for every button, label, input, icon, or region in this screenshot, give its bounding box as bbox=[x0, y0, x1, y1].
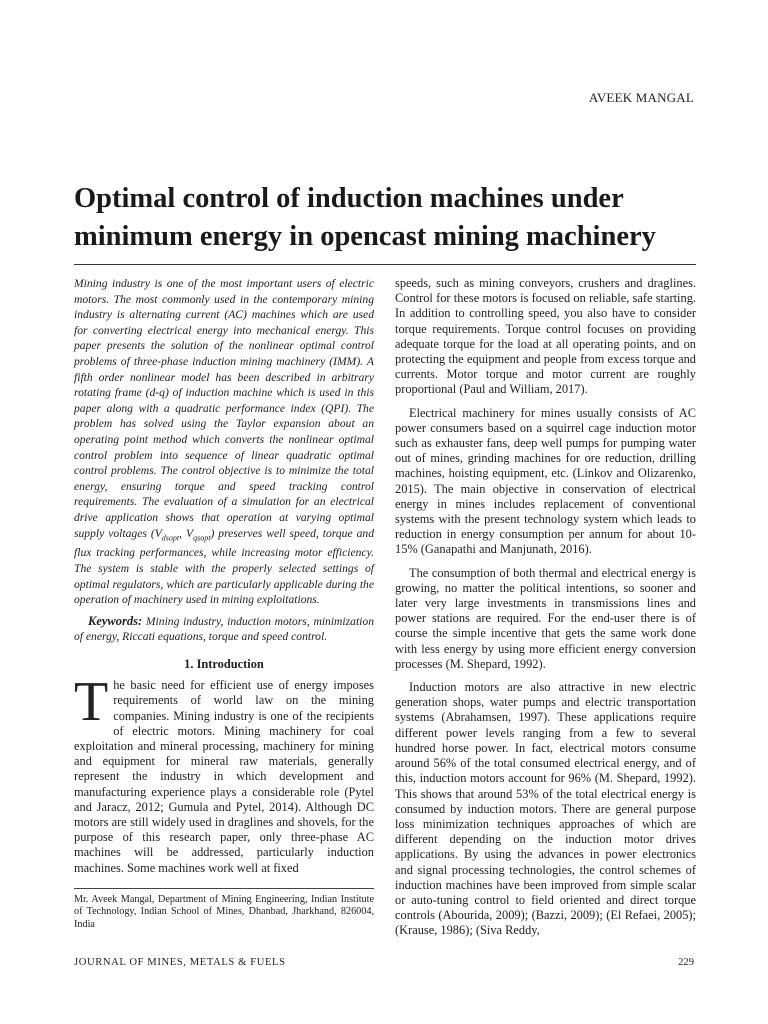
body-paragraph-3: The consumption of both thermal and electrical energy is growing, no matter the political intentions, so sooner and later very large investments in transmissions lines and power stations are required. For the end-user there is of course the simple incentive that gets the same work done with less energy by using more efficient energy conversion processes (M. Shepard, 1992). bbox=[395, 565, 696, 671]
introduction-paragraph bbox=[74, 671, 374, 876]
paper-title: Optimal control of induction machines under minimum energy in opencast mining machinery bbox=[74, 183, 656, 252]
page-number: 229 bbox=[678, 957, 694, 968]
keywords-label: Keywords: bbox=[88, 613, 143, 628]
keywords-text: Mining industry, induction motors, minimization of energy, Riccati equations, torque and speed control. bbox=[74, 614, 374, 644]
body-paragraph-2: Electrical machinery for mines usually consists of AC power consumers based on a squirrel cage induction motor such as exhauster fans, deep well pumps for pumping water out of mines, grinding machines for ore reduction, drilling machines, hoisting equipment, etc. (Linkov and Olizarenko, 2015). The main objective in conservation of electrical energy in mines includes replacement of conventional systems with the present technology system which leads to reduction in energy consumption per annum for about 10-15% (Ganapathi and Manjunath, 2016). bbox=[395, 405, 696, 557]
abstract bbox=[74, 276, 374, 608]
introduction-text: he basic need for efficient use of energy imposes requirements of world law on the mining companies. Mining industry is one of the recipients of electric motors. Mining machinery for coal exploitation and mineral processing, machinery for mining and equipment for mineral raw materials, generally represent the industry in which development and manufacturing experience plays a considerable role (Pytel and Jaracz, 2012; Gumula and Pytel, 2014). Although DC motors are still widely used in draglines and shovels, for the purpose of this research paper, only three-phase AC machines will be addressed, particularly induction machines. Some machines work well at fixed bbox=[74, 678, 374, 875]
author-name: AVEEK MANGAL bbox=[588, 90, 694, 105]
journal-name: JOURNAL OF MINES, METALS & FUELS bbox=[74, 957, 286, 968]
left-column bbox=[74, 276, 374, 876]
abstract-subscript-1: dsopt bbox=[161, 532, 180, 542]
author-affiliation-footnote: Mr. Aveek Mangal, Department of Mining Engineering, Indian Institute of Technology, Indian School of Mines, Dhanbad, Jharkhand, 826004, India bbox=[74, 894, 374, 930]
title-divider bbox=[74, 264, 696, 265]
body-paragraph-4: Induction motors are also attractive in new electric generation shops, water pumps and electric transportation systems (Abrahamsen, 1997). These applications require different power levels ranging from a few to several hundred horse power. In fact, electrical motors consume around 56% of the total consumed electrical energy, and of this, induction motors account for 96% (M. Shepard, 1992). This shows that around 53% of the total electrical energy is consumed by induction motors. There are general purpose loss minimization techniques approaches of which are different depending on the induction motor drives applications. By using the advances in power electronics and signal processing technologies, the control schemes of induction machines have been improved from simple scalar or auto-tuning control to field oriented and direct torque controls (Abourida, 2009); (Bazzi, 2009); (El Refaei, 2005); (Krause, 1986); (Siva Reddy, bbox=[395, 680, 696, 938]
abstract-separator: , V bbox=[179, 526, 194, 540]
footnote-divider bbox=[74, 888, 374, 889]
section-heading-introduction: 1. Introduction bbox=[184, 656, 264, 671]
right-column bbox=[395, 276, 696, 947]
drop-cap: T bbox=[74, 671, 109, 734]
abstract-text-2: ) preserves well speed, torque and flux tracking performances, while increasing motor efficiency. The system is stable with the properly selected settings of optimal regulators, which are particularly applicable during the operation of machinery used in mining exploitations. bbox=[74, 526, 374, 607]
abstract-text-1: Mining industry is one of the most important users of electric motors. The most commonly used in the contemporary mining industry is alternating current (AC) machines which are used for converting electrical energy into mechanical energy. This paper presents the solution of the nonlinear optimal control problems of three-phase induction mining machinery (IMM). A fifth order nonlinear model has been described in arbitrary rotating frame (d-q) of induction machine which is used in this paper along with a quadratic performance index (QPI). The problem has solved using the Taylor expansion about an operating point method which converts the nonlinear optimal control problem into sequence of linear quadratic optimal control problems. The control objective is to minimize the total energy, ensuring torque and speed tracking control requirements. The evaluation of a simulation for an electrical drive application shows that operation at varying optimal supply voltages (V bbox=[74, 277, 374, 540]
body-paragraph-1: speeds, such as mining conveyors, crushers and draglines. Control for these motors is focused on reliable, safe starting. In addition to controlling speed, you also have to consider torque requirements. Torque control focuses on providing adequate torque for the load at all operating points, and on protecting the equipment and people from excess torque and currents. Motor torque and motor current are roughly proportional (Paul and William, 2017). bbox=[395, 276, 696, 397]
abstract-subscript-2: qsopt bbox=[193, 532, 211, 542]
keywords bbox=[74, 614, 374, 645]
